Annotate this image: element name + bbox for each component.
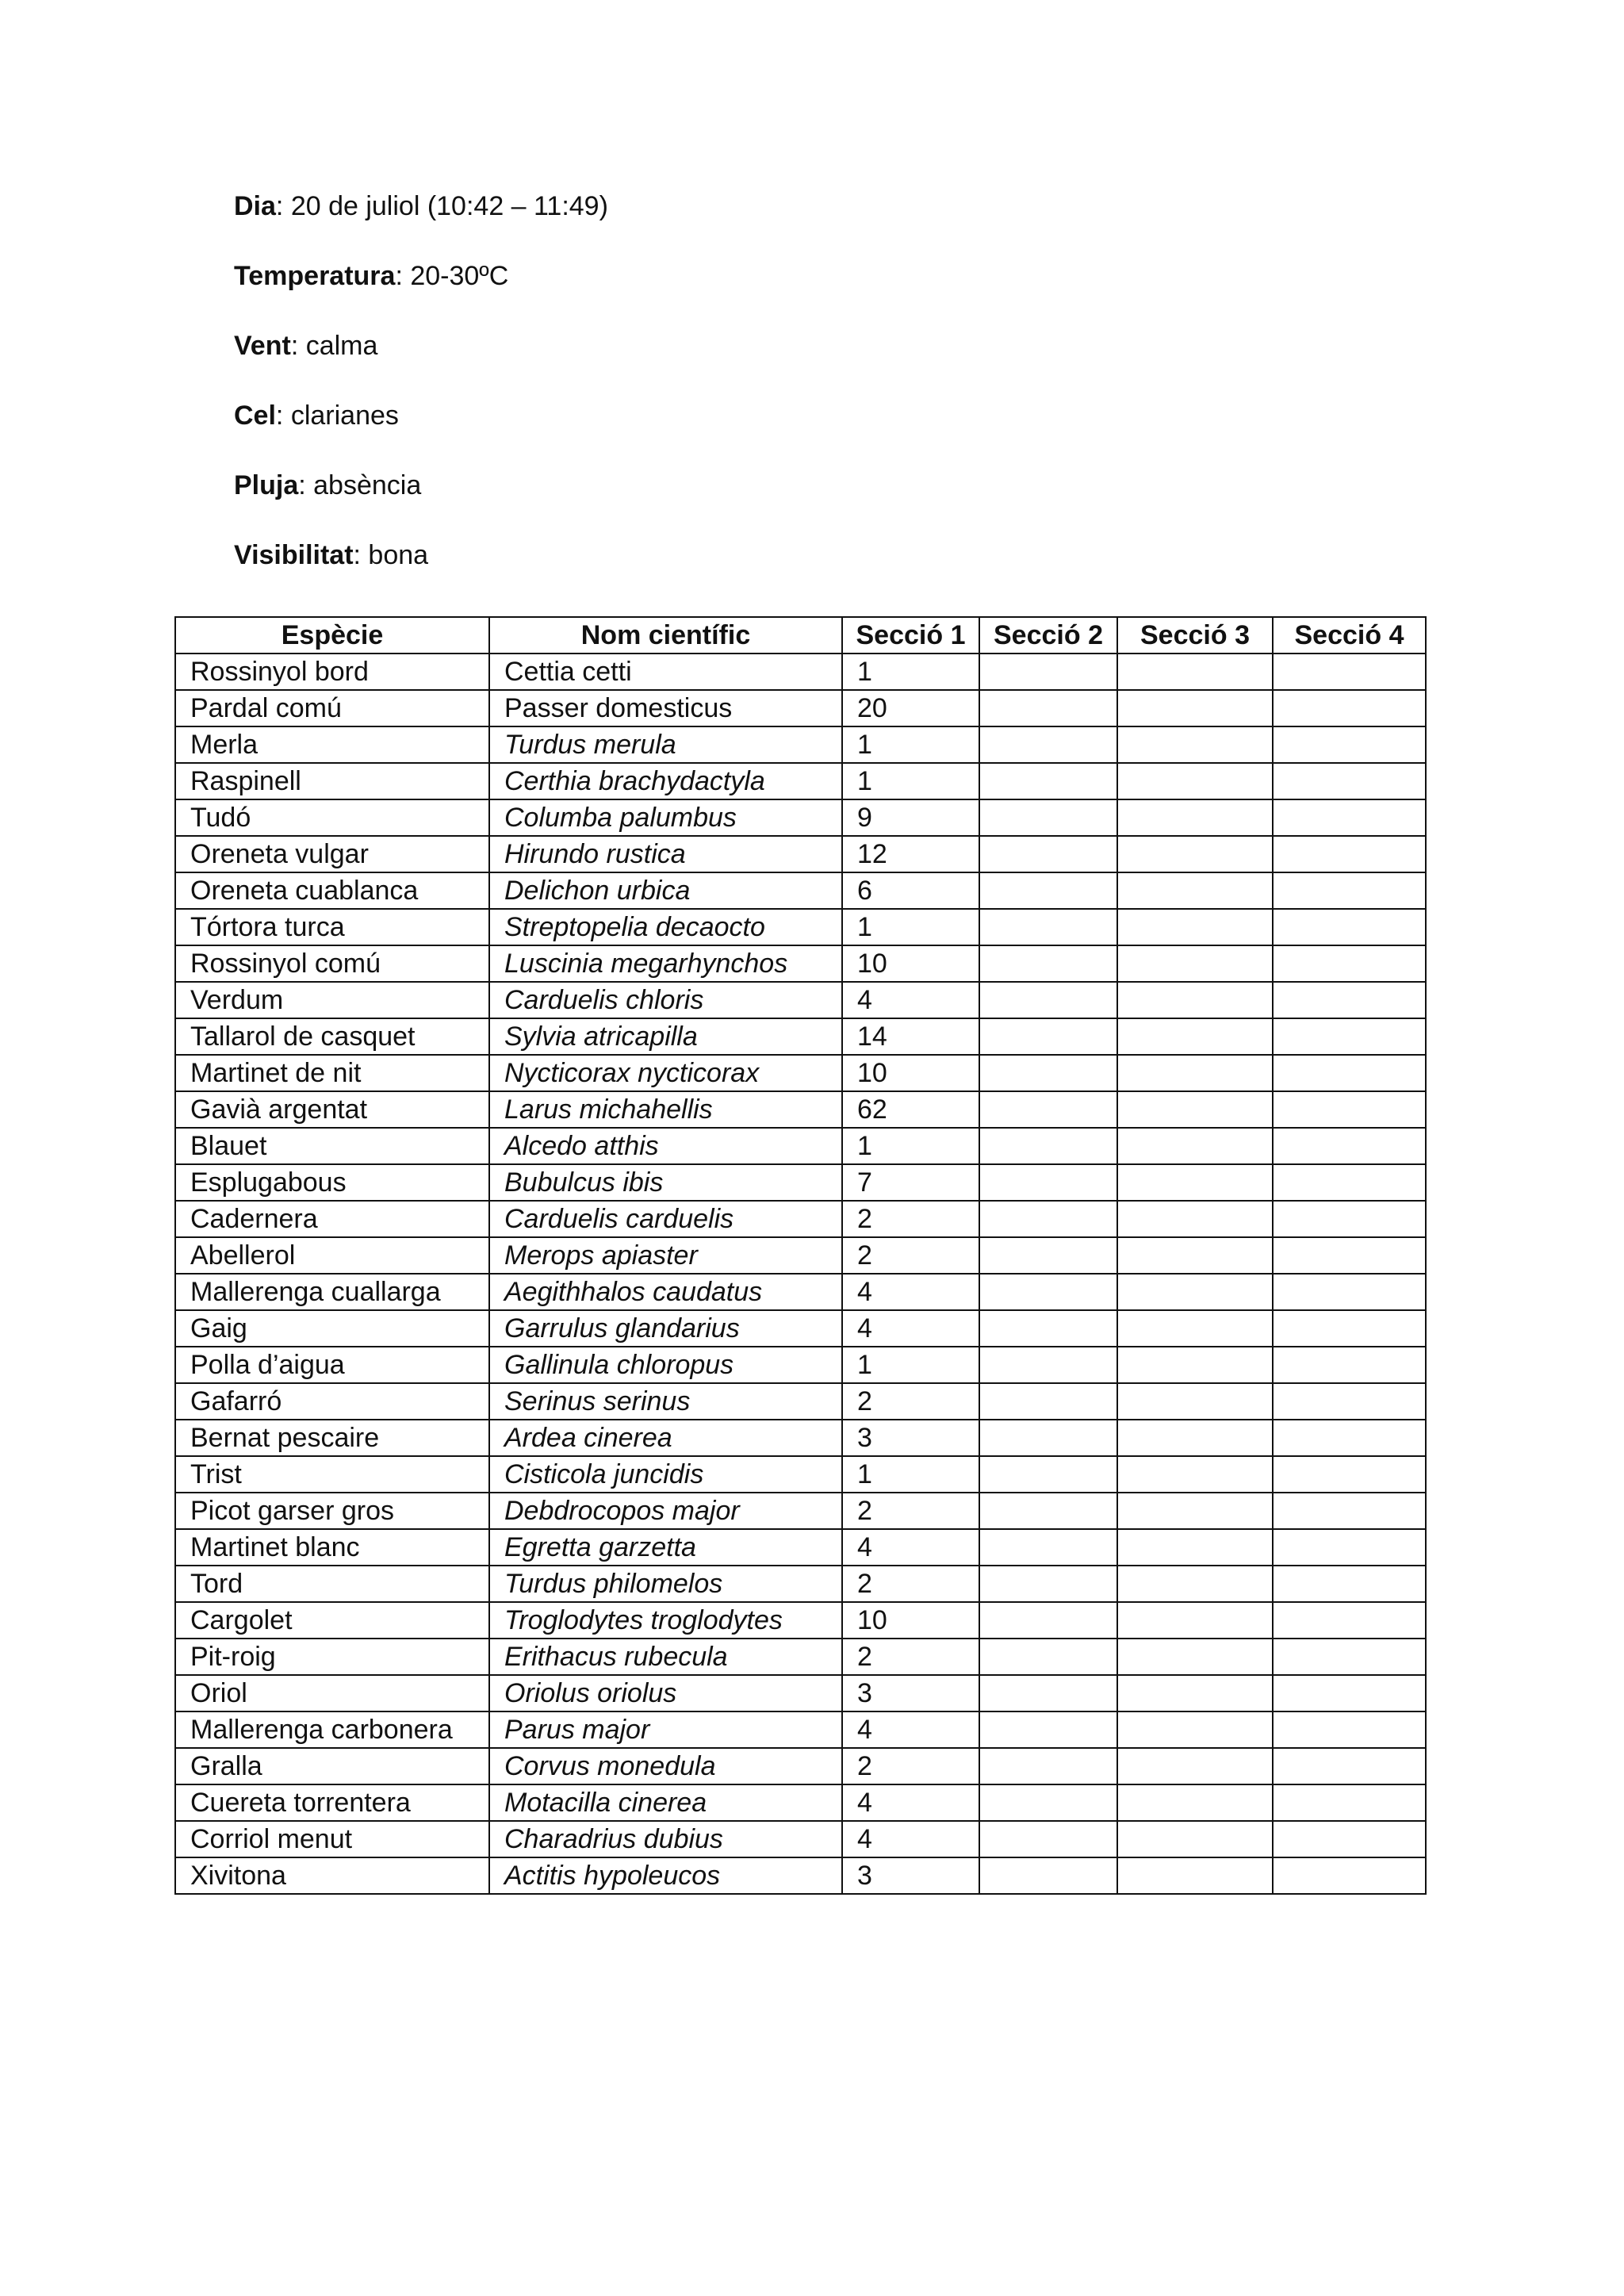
cell-seccio-1: 10 — [842, 1055, 979, 1091]
cell-especie: Oriol — [175, 1675, 489, 1711]
cell-seccio-4 — [1273, 1274, 1426, 1310]
cell-seccio-4 — [1273, 763, 1426, 799]
field-label: Cel — [234, 401, 276, 431]
table-row — [175, 1493, 1426, 1529]
field-value: : calma — [290, 331, 378, 361]
cell-seccio-2 — [979, 836, 1117, 872]
cell-seccio-1: 3 — [842, 1420, 979, 1456]
cell-seccio-4 — [1273, 1310, 1426, 1347]
cell-seccio-4 — [1273, 1456, 1426, 1493]
cell-seccio-4 — [1273, 1347, 1426, 1383]
table-row — [175, 763, 1426, 799]
cell-seccio-4 — [1273, 1857, 1426, 1894]
cell-nom-cientific: Aegithhalos caudatus — [489, 1274, 842, 1310]
cell-seccio-1: 4 — [842, 982, 979, 1018]
cell-seccio-3 — [1117, 872, 1273, 909]
field-visibilitat — [234, 539, 608, 571]
cell-seccio-2 — [979, 1529, 1117, 1566]
cell-seccio-3 — [1117, 1456, 1273, 1493]
cell-seccio-2 — [979, 763, 1117, 799]
cell-seccio-1: 62 — [842, 1091, 979, 1128]
cell-especie: Tórtora turca — [175, 909, 489, 945]
cell-seccio-2 — [979, 1420, 1117, 1456]
cell-seccio-3 — [1117, 1566, 1273, 1602]
field-label: Vent — [234, 331, 291, 361]
cell-seccio-2 — [979, 1383, 1117, 1420]
cell-seccio-1: 4 — [842, 1274, 979, 1310]
field-temperatura — [234, 260, 608, 292]
cell-nom-cientific: Sylvia atricapilla — [489, 1018, 842, 1055]
cell-nom-cientific: Parus major — [489, 1711, 842, 1748]
cell-seccio-1: 1 — [842, 909, 979, 945]
cell-seccio-2 — [979, 1493, 1117, 1529]
cell-nom-cientific: Motacilla cinerea — [489, 1784, 842, 1821]
cell-seccio-4 — [1273, 1602, 1426, 1639]
cell-seccio-4 — [1273, 1675, 1426, 1711]
cell-seccio-1: 4 — [842, 1529, 979, 1566]
cell-seccio-2 — [979, 1566, 1117, 1602]
cell-seccio-3 — [1117, 1237, 1273, 1274]
cell-seccio-1: 12 — [842, 836, 979, 872]
cell-seccio-4 — [1273, 1493, 1426, 1529]
cell-seccio-2 — [979, 690, 1117, 726]
cell-especie: Oreneta vulgar — [175, 836, 489, 872]
table-row — [175, 1420, 1426, 1456]
cell-especie: Oreneta cuablanca — [175, 872, 489, 909]
cell-seccio-2 — [979, 982, 1117, 1018]
cell-especie: Cargolet — [175, 1602, 489, 1639]
cell-seccio-1: 1 — [842, 654, 979, 690]
cell-especie: Merla — [175, 726, 489, 763]
cell-seccio-1: 2 — [842, 1493, 979, 1529]
cell-seccio-3 — [1117, 1639, 1273, 1675]
cell-seccio-2 — [979, 1274, 1117, 1310]
cell-especie: Cuereta torrentera — [175, 1784, 489, 1821]
cell-especie: Martinet blanc — [175, 1529, 489, 1566]
table-row — [175, 1274, 1426, 1310]
cell-seccio-4 — [1273, 1055, 1426, 1091]
table-row — [175, 1018, 1426, 1055]
table-header-row — [175, 617, 1426, 654]
cell-seccio-1: 2 — [842, 1566, 979, 1602]
cell-especie: Polla d’aigua — [175, 1347, 489, 1383]
table-row — [175, 1748, 1426, 1784]
cell-seccio-3 — [1117, 726, 1273, 763]
cell-nom-cientific: Hirundo rustica — [489, 836, 842, 872]
cell-especie: Blauet — [175, 1128, 489, 1164]
cell-nom-cientific: Gallinula chloropus — [489, 1347, 842, 1383]
cell-nom-cientific: Garrulus glandarius — [489, 1310, 842, 1347]
field-dia — [234, 190, 608, 222]
cell-nom-cientific: Cettia cetti — [489, 654, 842, 690]
cell-nom-cientific: Luscinia megarhynchos — [489, 945, 842, 982]
table-row — [175, 1857, 1426, 1894]
cell-seccio-1: 1 — [842, 1347, 979, 1383]
cell-seccio-3 — [1117, 1128, 1273, 1164]
cell-seccio-4 — [1273, 654, 1426, 690]
cell-nom-cientific: Turdus philomelos — [489, 1566, 842, 1602]
table-row — [175, 1128, 1426, 1164]
column-header-seccio-1: Secció 1 — [842, 617, 979, 654]
cell-seccio-1: 2 — [842, 1639, 979, 1675]
table-row — [175, 654, 1426, 690]
column-header-seccio-4: Secció 4 — [1273, 617, 1426, 654]
cell-nom-cientific: Nycticorax nycticorax — [489, 1055, 842, 1091]
cell-seccio-1: 2 — [842, 1237, 979, 1274]
cell-nom-cientific: Columba palumbus — [489, 799, 842, 836]
cell-especie: Gralla — [175, 1748, 489, 1784]
field-pluja — [234, 470, 608, 501]
cell-seccio-3 — [1117, 1857, 1273, 1894]
cell-nom-cientific: Bubulcus ibis — [489, 1164, 842, 1201]
cell-nom-cientific: Debdrocopos major — [489, 1493, 842, 1529]
cell-seccio-4 — [1273, 726, 1426, 763]
cell-nom-cientific: Corvus monedula — [489, 1748, 842, 1784]
table-row — [175, 1237, 1426, 1274]
cell-seccio-4 — [1273, 1164, 1426, 1201]
species-table — [174, 616, 1427, 1895]
cell-nom-cientific: Alcedo atthis — [489, 1128, 842, 1164]
cell-seccio-4 — [1273, 982, 1426, 1018]
cell-seccio-3 — [1117, 1055, 1273, 1091]
cell-nom-cientific: Carduelis chloris — [489, 982, 842, 1018]
cell-seccio-1: 20 — [842, 690, 979, 726]
column-header-seccio-3: Secció 3 — [1117, 617, 1273, 654]
cell-especie: Rossinyol comú — [175, 945, 489, 982]
cell-seccio-3 — [1117, 1529, 1273, 1566]
cell-seccio-3 — [1117, 1821, 1273, 1857]
table-row — [175, 1383, 1426, 1420]
cell-seccio-1: 1 — [842, 1456, 979, 1493]
cell-nom-cientific: Certhia brachydactyla — [489, 763, 842, 799]
cell-seccio-1: 4 — [842, 1310, 979, 1347]
cell-seccio-3 — [1117, 945, 1273, 982]
cell-seccio-1: 3 — [842, 1857, 979, 1894]
cell-seccio-1: 1 — [842, 1128, 979, 1164]
field-value: : absència — [298, 470, 422, 500]
field-label: Temperatura — [234, 261, 396, 291]
cell-seccio-4 — [1273, 1201, 1426, 1237]
cell-especie: Gaig — [175, 1310, 489, 1347]
cell-seccio-2 — [979, 1055, 1117, 1091]
table-row — [175, 1347, 1426, 1383]
cell-nom-cientific: Turdus merula — [489, 726, 842, 763]
cell-especie: Tord — [175, 1566, 489, 1602]
cell-nom-cientific: Merops apiaster — [489, 1237, 842, 1274]
field-cel — [234, 400, 608, 431]
cell-seccio-1: 2 — [842, 1383, 979, 1420]
cell-nom-cientific: Streptopelia decaocto — [489, 909, 842, 945]
table-row — [175, 1201, 1426, 1237]
field-label: Dia — [234, 191, 276, 221]
table-row — [175, 836, 1426, 872]
field-value: : bona — [353, 540, 429, 570]
cell-seccio-4 — [1273, 909, 1426, 945]
cell-seccio-2 — [979, 1711, 1117, 1748]
cell-seccio-1: 10 — [842, 1602, 979, 1639]
cell-especie: Gafarró — [175, 1383, 489, 1420]
cell-seccio-3 — [1117, 799, 1273, 836]
cell-seccio-4 — [1273, 1529, 1426, 1566]
cell-seccio-4 — [1273, 1018, 1426, 1055]
cell-seccio-1: 4 — [842, 1821, 979, 1857]
cell-seccio-3 — [1117, 690, 1273, 726]
table-row — [175, 1055, 1426, 1091]
table-row — [175, 945, 1426, 982]
cell-seccio-2 — [979, 909, 1117, 945]
cell-seccio-3 — [1117, 1383, 1273, 1420]
cell-seccio-2 — [979, 1128, 1117, 1164]
cell-seccio-4 — [1273, 1821, 1426, 1857]
cell-seccio-4 — [1273, 1639, 1426, 1675]
cell-especie: Pit-roig — [175, 1639, 489, 1675]
cell-especie: Tudó — [175, 799, 489, 836]
cell-seccio-2 — [979, 1675, 1117, 1711]
cell-seccio-4 — [1273, 945, 1426, 982]
cell-seccio-3 — [1117, 1602, 1273, 1639]
cell-especie: Bernat pescaire — [175, 1420, 489, 1456]
cell-seccio-2 — [979, 945, 1117, 982]
cell-seccio-4 — [1273, 1566, 1426, 1602]
cell-especie: Mallerenga cuallarga — [175, 1274, 489, 1310]
cell-especie: Tallarol de casquet — [175, 1018, 489, 1055]
field-vent — [234, 330, 608, 362]
cell-seccio-1: 1 — [842, 726, 979, 763]
cell-seccio-2 — [979, 1857, 1117, 1894]
cell-seccio-2 — [979, 1602, 1117, 1639]
field-value: : 20-30ºC — [395, 261, 509, 291]
cell-seccio-2 — [979, 1639, 1117, 1675]
table-row — [175, 1711, 1426, 1748]
cell-seccio-3 — [1117, 1310, 1273, 1347]
cell-seccio-3 — [1117, 982, 1273, 1018]
table-row — [175, 726, 1426, 763]
cell-nom-cientific: Serinus serinus — [489, 1383, 842, 1420]
cell-seccio-4 — [1273, 1128, 1426, 1164]
cell-seccio-2 — [979, 872, 1117, 909]
cell-seccio-4 — [1273, 799, 1426, 836]
cell-seccio-3 — [1117, 1420, 1273, 1456]
cell-seccio-1: 1 — [842, 763, 979, 799]
cell-seccio-3 — [1117, 1274, 1273, 1310]
table-row — [175, 1784, 1426, 1821]
cell-seccio-2 — [979, 1821, 1117, 1857]
cell-seccio-2 — [979, 1237, 1117, 1274]
cell-nom-cientific: Troglodytes troglodytes — [489, 1602, 842, 1639]
cell-seccio-4 — [1273, 690, 1426, 726]
table-row — [175, 909, 1426, 945]
cell-seccio-1: 10 — [842, 945, 979, 982]
cell-seccio-1: 4 — [842, 1711, 979, 1748]
cell-seccio-1: 14 — [842, 1018, 979, 1055]
cell-especie: Verdum — [175, 982, 489, 1018]
cell-nom-cientific: Ardea cinerea — [489, 1420, 842, 1456]
cell-seccio-3 — [1117, 1711, 1273, 1748]
table-row — [175, 1456, 1426, 1493]
cell-seccio-4 — [1273, 1091, 1426, 1128]
column-header-nom-cientific: Nom científic — [489, 617, 842, 654]
cell-seccio-2 — [979, 1748, 1117, 1784]
cell-seccio-2 — [979, 1091, 1117, 1128]
cell-nom-cientific: Passer domesticus — [489, 690, 842, 726]
cell-seccio-2 — [979, 1018, 1117, 1055]
cell-seccio-4 — [1273, 1711, 1426, 1748]
cell-seccio-2 — [979, 799, 1117, 836]
cell-seccio-2 — [979, 1164, 1117, 1201]
cell-seccio-1: 9 — [842, 799, 979, 836]
cell-seccio-2 — [979, 726, 1117, 763]
cell-seccio-4 — [1273, 1784, 1426, 1821]
cell-nom-cientific: Actitis hypoleucos — [489, 1857, 842, 1894]
cell-seccio-2 — [979, 1347, 1117, 1383]
cell-especie: Picot garser gros — [175, 1493, 489, 1529]
table-row — [175, 690, 1426, 726]
cell-seccio-1: 7 — [842, 1164, 979, 1201]
field-value: : 20 de juliol (10:42 – 11:49) — [275, 191, 608, 221]
table-row — [175, 799, 1426, 836]
table-row — [175, 982, 1426, 1018]
cell-seccio-3 — [1117, 1784, 1273, 1821]
cell-especie: Abellerol — [175, 1237, 489, 1274]
cell-seccio-1: 4 — [842, 1784, 979, 1821]
table-row — [175, 1639, 1426, 1675]
cell-nom-cientific: Cisticola juncidis — [489, 1456, 842, 1493]
column-header-seccio-2: Secció 2 — [979, 617, 1117, 654]
table-row — [175, 1821, 1426, 1857]
cell-seccio-3 — [1117, 763, 1273, 799]
cell-seccio-4 — [1273, 872, 1426, 909]
field-value: : clarianes — [275, 401, 399, 431]
cell-seccio-4 — [1273, 1383, 1426, 1420]
cell-nom-cientific: Erithacus rubecula — [489, 1639, 842, 1675]
cell-seccio-1: 3 — [842, 1675, 979, 1711]
field-label: Pluja — [234, 470, 299, 500]
species-table-body — [175, 654, 1426, 1894]
cell-seccio-2 — [979, 654, 1117, 690]
table-row — [175, 1602, 1426, 1639]
cell-seccio-2 — [979, 1456, 1117, 1493]
cell-seccio-3 — [1117, 1164, 1273, 1201]
cell-especie: Esplugabous — [175, 1164, 489, 1201]
cell-seccio-3 — [1117, 1675, 1273, 1711]
cell-especie: Mallerenga carbonera — [175, 1711, 489, 1748]
cell-seccio-4 — [1273, 1237, 1426, 1274]
table-row — [175, 1675, 1426, 1711]
cell-seccio-3 — [1117, 1347, 1273, 1383]
cell-seccio-2 — [979, 1784, 1117, 1821]
table-row — [175, 1566, 1426, 1602]
cell-seccio-4 — [1273, 1748, 1426, 1784]
table-row — [175, 1310, 1426, 1347]
field-label: Visibilitat — [234, 540, 354, 570]
cell-especie: Corriol menut — [175, 1821, 489, 1857]
cell-especie: Trist — [175, 1456, 489, 1493]
cell-seccio-4 — [1273, 836, 1426, 872]
cell-nom-cientific: Larus michahellis — [489, 1091, 842, 1128]
column-header-especie: Espècie — [175, 617, 489, 654]
cell-seccio-3 — [1117, 1201, 1273, 1237]
cell-especie: Rossinyol bord — [175, 654, 489, 690]
cell-especie: Martinet de nit — [175, 1055, 489, 1091]
table-row — [175, 872, 1426, 909]
cell-nom-cientific: Charadrius dubius — [489, 1821, 842, 1857]
cell-nom-cientific: Carduelis carduelis — [489, 1201, 842, 1237]
cell-nom-cientific: Egretta garzetta — [489, 1529, 842, 1566]
cell-especie: Gavià argentat — [175, 1091, 489, 1128]
table-row — [175, 1164, 1426, 1201]
cell-seccio-3 — [1117, 1493, 1273, 1529]
cell-especie: Cadernera — [175, 1201, 489, 1237]
cell-nom-cientific: Delichon urbica — [489, 872, 842, 909]
survey-conditions — [234, 190, 608, 609]
cell-seccio-3 — [1117, 1748, 1273, 1784]
cell-especie: Raspinell — [175, 763, 489, 799]
cell-especie: Xivitona — [175, 1857, 489, 1894]
cell-seccio-1: 2 — [842, 1748, 979, 1784]
cell-seccio-3 — [1117, 1018, 1273, 1055]
cell-seccio-4 — [1273, 1420, 1426, 1456]
cell-seccio-2 — [979, 1201, 1117, 1237]
cell-especie: Pardal comú — [175, 690, 489, 726]
cell-seccio-1: 6 — [842, 872, 979, 909]
cell-seccio-1: 2 — [842, 1201, 979, 1237]
cell-nom-cientific: Oriolus oriolus — [489, 1675, 842, 1711]
table-row — [175, 1091, 1426, 1128]
cell-seccio-3 — [1117, 654, 1273, 690]
cell-seccio-3 — [1117, 1091, 1273, 1128]
cell-seccio-3 — [1117, 909, 1273, 945]
table-row — [175, 1529, 1426, 1566]
cell-seccio-3 — [1117, 836, 1273, 872]
cell-seccio-2 — [979, 1310, 1117, 1347]
